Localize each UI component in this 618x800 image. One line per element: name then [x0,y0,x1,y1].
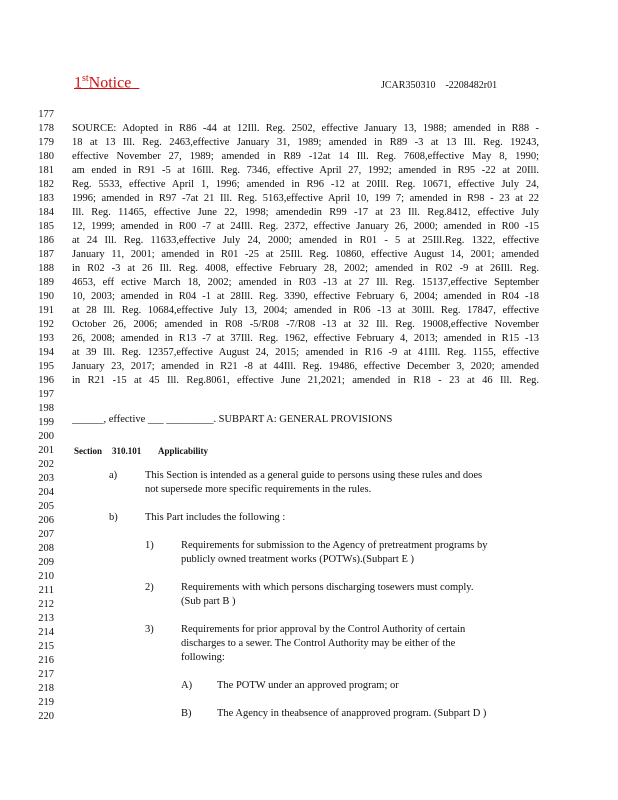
line-number: 213 [38,613,54,624]
item-a-label: a) [109,470,118,481]
item-b3-line1: Requirements for prior approval by the Control Authority of certain [181,624,466,635]
item-b1-line2: publicly owned treatment works (POTWs).(Subpart E ) [181,554,414,565]
line-number: 180 [38,151,54,162]
section-title: Applicability [158,446,209,456]
line-number: 201 [38,445,54,456]
source-note-line: 1996; amended in R97 -7at 21 Ill. Reg. 5163,effective April 10, 199 7; amended in R98 - 23 at 22 [72,193,539,204]
source-note-line: Reg. 5533, effective April 1, 1996; amended in R96 -12 at 20Ill. Reg. 10671, effective July 24, [72,179,539,190]
item-b2-label: 2) [145,582,154,593]
item-b3A-label: A) [181,680,193,691]
line-number: 217 [38,669,54,680]
line-number: 202 [38,459,54,470]
section-code: 310.101 [112,446,142,456]
source-note-line: 10, 2003; amended in R04 -1 at 28Ill. Reg. 3390, effective February 6, 2004; amended in R04 -18 [72,291,539,302]
line-number: 179 [38,137,54,148]
line-number: 186 [38,235,54,246]
item-a-line1: This Section is intended as a general guide to persons using these rules and does [145,470,483,481]
line-number: 214 [38,627,54,638]
line-number: 184 [38,207,54,218]
document-id: JCAR350310 -2208482r01 [381,80,498,91]
source-note-line: 4653, eff ective March 18, 2002; amended in R03 -13 at 27 Ill. Reg. 15137,effective September [72,277,539,288]
line-number: 182 [38,179,54,190]
line-number: 189 [38,277,54,288]
item-b-text: This Part includes the following : [145,512,286,523]
source-note-line: 26, 2008; amended in R13 -7 at 37Ill. Reg. 1962, effective February 4, 2013; amended in R15 -13 [72,333,539,344]
subpart-title: SUBPART A: GENERAL PROVISIONS [218,414,393,425]
item-a-line2: not supersede more specific requirements in the rules. [145,484,372,495]
line-number: 196 [38,375,54,386]
line-number: 200 [38,431,54,442]
line-number: 208 [38,543,54,554]
item-b1-label: 1) [145,540,154,551]
line-number: 194 [38,347,54,358]
item-b3-line2: discharges to a sewer. The Control Authority may be either of the [181,638,456,649]
item-b3B-label: B) [181,708,192,719]
item-b-label: b) [109,512,118,523]
line-number: 215 [38,641,54,652]
line-number: 219 [38,697,54,708]
line-number: 220 [38,711,54,722]
line-number: 190 [38,291,54,302]
source-note-line: at 28 Ill. Reg. 10684,effective July 13, 2004; amended in R06 -13 at 30Ill. Reg. 17847, effective [72,305,539,316]
line-number: 209 [38,557,54,568]
line-number: 192 [38,319,54,330]
item-b3A-text: The POTW under an approved program; or [217,680,399,691]
source-note-line: in R02 -3 at 26 Ill. Reg. 4008, effective February 28, 2002; amended in R02 -9 at 26Ill. Reg. [72,263,539,274]
item-b1-line1: Requirements for submission to the Agency of pretreatment programs by [181,540,488,551]
item-b3-label: 3) [145,624,154,635]
source-note-last-line: ______, effective ___ _________. [72,414,217,425]
line-number: 183 [38,193,54,204]
source-note-line: at 24 Ill. Reg. 11633,effective July 24, 2000; amended in R01 - 5 at 25Ill.Reg. 1322, effective [72,235,539,246]
source-note-line: SOURCE: Adopted in R86 -44 at 12Ill. Reg. 2502, effective January 13, 1988; amended in R88 - [72,123,539,134]
source-note-line: January 23, 2017; amended in R21 -8 at 44Ill. Reg. 19486, effective December 3, 2020; amended [72,361,539,372]
source-note-line: 18 at 13 Ill. Reg. 2463,effective January 31, 1989; amended in R89 -3 at 13 Ill. Reg. 19243, [72,137,539,148]
line-number: 199 [38,417,54,428]
source-note-line: Ill. Reg. 11465, effective June 22, 1998; amendedin R99 -17 at 23 Ill. Reg.8412, effective July [72,207,539,218]
line-number: 216 [38,655,54,666]
item-b3B-text: The Agency in theabsence of anapproved program. (Subpart D ) [217,708,487,719]
line-number: 207 [38,529,54,540]
source-note-line: 12, 1999; amended in R00 -7 at 24Ill. Reg. 2372, effective January 26, 2000; amended in R00 -15 [72,221,539,232]
line-number: 191 [38,305,54,316]
source-note-line: October 26, 2006; amended in R08 -5/R08 -7/R08 -13 at 32 Ill. Reg. 19008,effective November [72,319,539,330]
line-number: 218 [38,683,54,694]
section-label: Section [74,446,102,456]
source-note-line: January 11, 2001; amended in R01 -25 at 25Ill. Reg. 10860, effective August 14, 2001; amended [72,249,539,260]
line-number: 205 [38,501,54,512]
line-number: 204 [38,487,54,498]
line-number: 195 [38,361,54,372]
line-number: 188 [38,263,54,274]
line-number: 210 [38,571,54,582]
line-number: 206 [38,515,54,526]
line-number: 178 [38,123,54,134]
line-number: 203 [38,473,54,484]
line-number: 198 [38,403,54,414]
line-number: 185 [38,221,54,232]
line-number: 181 [38,165,54,176]
line-number: 187 [38,249,54,260]
source-note-line: in R21 -15 at 45 Ill. Reg.8061, effective June 21,2021; amended in R18 - 23 at 46 Ill. Reg. [72,375,539,386]
line-number: 197 [38,389,54,400]
item-b3-line3: following: [181,652,225,663]
line-number: 193 [38,333,54,344]
source-note-line: am ended in R91 -5 at 16Ill. Reg. 7346, effective April 27, 1992; amended in R95 -22 at 20Ill. [72,165,539,176]
source-note-line: effective November 27, 1989; amended in R89 -12at 14 Ill. Reg. 7608,effective May 8, 1990; [72,151,539,162]
line-number: 177 [38,109,54,120]
line-number: 211 [38,585,54,596]
source-note-line: at 39 Ill. Reg. 12357,effective August 24, 2015; amended in R16 -9 at 41Ill. Reg. 1155, effective [72,347,539,358]
item-b2-line1: Requirements with which persons discharging tosewers must comply. [181,582,474,593]
notice-heading: 1stNotice [74,73,132,92]
item-b2-line2: (Sub part B ) [181,596,236,607]
line-number: 212 [38,599,54,610]
